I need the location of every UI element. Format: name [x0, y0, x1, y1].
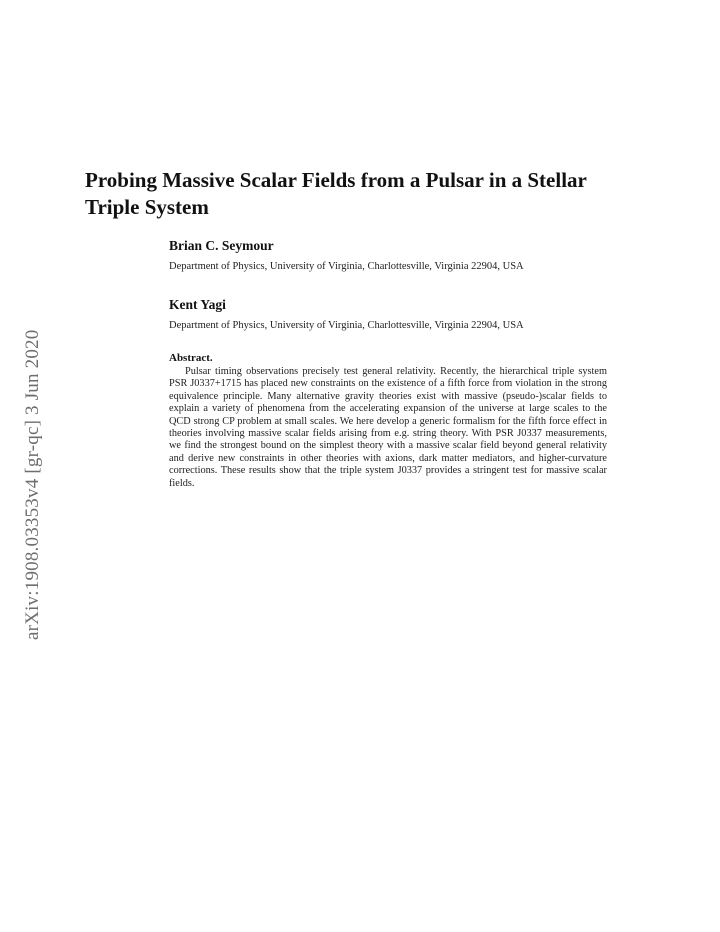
- abstract-text: Pulsar timing observations precisely test general relativity. Recently, the hierarchical triple system PSR J0337+1715 has placed new constraints on the existence of a fifth force from violation in the strong equivalence principle. Many alternative gravity theories exist with massive (pseudo-)scalar fields to explain a variety of phenomena from the accelerating expansion of the universe at large scales to the QCD strong CP problem at small scales. We here develop a generic formalism for the fifth force effect in theories involving massive scalar fields arising from e.g. string theory. With PSR J0337 measurements, we find the strongest bound on the simplest theory with a massive scalar field beyond general relativity and derive new constraints in other theories with axions, dark matter mediators, and higher-curvature corrections. These results show that the triple system J0337 provides a stringent test for massive scalar fields.: [169, 366, 607, 489]
- author-affiliation: Department of Physics, University of Virginia, Charlottesville, Virginia 22904, USA: [169, 320, 524, 331]
- author-name: Kent Yagi: [169, 297, 226, 312]
- paper-title: Probing Massive Scalar Fields from a Pulsar in a Stellar Triple System: [85, 168, 587, 219]
- abstract-heading: Abstract.: [169, 352, 213, 364]
- author-name: Brian C. Seymour: [169, 238, 274, 253]
- author-affiliation: Department of Physics, University of Virginia, Charlottesville, Virginia 22904, USA: [169, 261, 524, 272]
- arxiv-identifier-stamp: arXiv:1908.03353v4 [gr-qc] 3 Jun 2020: [22, 329, 43, 640]
